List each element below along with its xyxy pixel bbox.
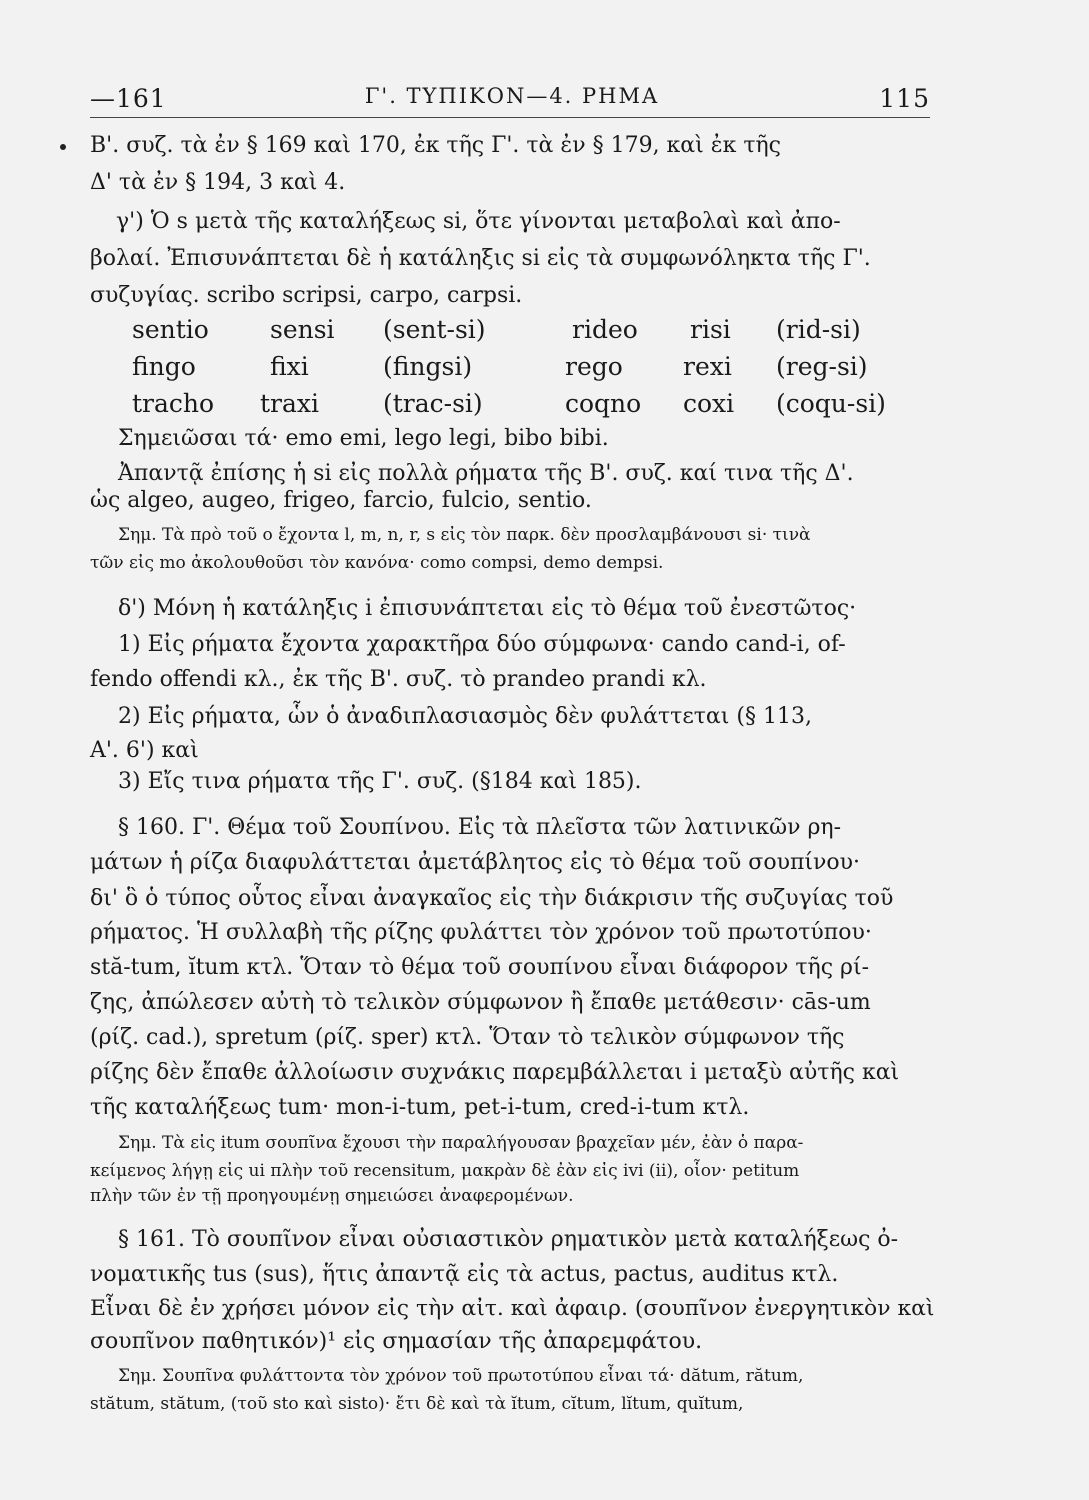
text-line: Β'. συζ. τὰ ἐν § 169 καὶ 170, ἐκ τῆς Γ'. τὰ ἐν § 179, καὶ ἐκ τῆς <box>90 133 782 158</box>
text-line: δι' ὃ ὁ τύπος οὗτος εἶναι ἀναγκαῖος εἰς τὴν διάκρισιν τῆς συζυγίας τοῦ <box>90 886 894 911</box>
text-line: § 161. Τὸ σουπῖνον εἶναι οὐσιαστικὸν ρηματικὸν μετὰ καταλήξεως ὀ- <box>118 1227 899 1252</box>
table-cell: coxi <box>683 389 735 418</box>
note-line: κείμενος λήγῃ εἰς ui πλὴν τοῦ recensitum, μακρὰν δὲ ἐὰν εἰς ivi (ii), οἷον· petitum <box>90 1161 800 1181</box>
table-cell: rideo <box>572 315 638 344</box>
text-line: § 160. Γ'. Θέμα τοῦ Σουπίνου. Εἰς τὰ πλεῖστα τῶν λατινικῶν ρη- <box>118 815 842 840</box>
text-line: συζυγίας. scribo scripsi, carpo, carpsi. <box>90 283 523 308</box>
note-line: stătum, stătum, (τοῦ sto καὶ sisto)· ἔτι δὲ καὶ τὰ ĭtum, cĭtum, lĭtum, quĭtum, <box>90 1394 744 1414</box>
text-line: σουπῖνον παθητικόν)¹ εἰς σημασίαν τῆς ἀπαρεμφάτου. <box>90 1329 703 1354</box>
header-title: Γ'. ΤΥΠΙΚΟΝ—4. ΡΗΜΑ <box>364 84 660 108</box>
table-cell: (trac-si) <box>383 389 483 418</box>
text-line: Α'. 6') καὶ <box>90 738 199 763</box>
text-line: stă-tum, ĭtum κτλ. Ὅταν τὸ θέμα τοῦ σουπίνου εἶναι διάφορον τῆς ρί- <box>90 955 870 980</box>
text-line: Δ' τὰ ἐν § 194, 3 καὶ 4. <box>90 170 346 195</box>
table-cell: rego <box>565 352 623 381</box>
margin-dot <box>60 144 66 150</box>
table-cell: risi <box>690 315 731 344</box>
text-line: 1) Εἰς ρήματα ἔχοντα χαρακτῆρα δύο σύμφωνα· cando cand-i, of- <box>118 632 846 657</box>
text-line: νοματικῆς tus (sus), ἥτις ἀπαντᾷ εἰς τὰ actus, pactus, auditus κτλ. <box>90 1262 839 1287</box>
header-rule <box>90 117 930 118</box>
header-section-number: —161 <box>90 84 167 113</box>
table-cell: (fingsi) <box>383 352 473 381</box>
text-line: γ') Ὁ s μετὰ τῆς καταλήξεως si, ὅτε γίνονται μεταβολαὶ καὶ ἀπο- <box>116 209 841 234</box>
page-number: 115 <box>879 84 930 113</box>
table-cell: sentio <box>132 315 209 344</box>
note-line: τῶν εἰς mo ἀκολουθοῦσι τὸν κανόνα· como compsi, demo dempsi. <box>90 553 664 573</box>
table-cell: tracho <box>132 389 215 418</box>
text-line: ρίζης δὲν ἔπαθε ἀλλοίωσιν συχνάκις παρεμβάλλεται i μεταξὺ αὐτῆς καὶ <box>90 1060 900 1085</box>
text-line: βολαί. Ἐπισυνάπτεται δὲ ἡ κατάληξις si εἰς τὰ συμφωνόληκτα τῆς Γ'. <box>90 246 871 271</box>
note-line: Σημ. Σουπῖνα φυλάττοντα τὸν χρόνον τοῦ πρωτοτύπου εἶναι τά· dătum, rătum, <box>118 1366 804 1386</box>
table-cell: (rid-si) <box>776 315 861 344</box>
text-line: fendo offendi κλ., ἐκ τῆς Β'. συζ. τὸ prandeo prandi κλ. <box>90 667 707 692</box>
table-cell: (coqu-si) <box>776 389 886 418</box>
note-line: Σημ. Τὰ εἰς itum σουπῖνα ἔχουσι τὴν παραλήγουσαν βραχεῖαν μέν, ἐὰν ὁ παρα- <box>118 1133 804 1153</box>
table-cell: coqno <box>565 389 642 418</box>
running-header <box>90 84 930 120</box>
text-line: μάτων ἡ ρίζα διαφυλάττεται ἀμετάβλητος εἰς τὸ θέμα τοῦ σουπίνου· <box>90 850 861 875</box>
table-cell: sensi <box>270 315 335 344</box>
text-line: 2) Εἰς ρήματα, ὧν ὁ ἀναδιπλασιασμὸς δὲν φυλάττεται (§ 113, <box>118 704 812 729</box>
table-cell: (reg-si) <box>776 352 868 381</box>
text-line: (ρίζ. cad.), spretum (ρίζ. sper) κτλ. Ὅταν τὸ τελικὸν σύμφωνον τῆς <box>90 1025 845 1050</box>
table-cell: traxi <box>260 389 319 418</box>
table-cell: fingo <box>132 352 196 381</box>
text-line: δ') Μόνη ἡ κατάληξις i ἐπισυνάπτεται εἰς τὸ θέμα τοῦ ἐνεστῶτος· <box>118 596 857 621</box>
table-cell: fixi <box>270 352 309 381</box>
text-line: ζης, ἀπώλεσεν αὐτὴ τὸ τελικὸν σύμφωνον ἢ ἔπαθε μετάθεσιν· cās-um <box>90 990 871 1015</box>
note-line: Σημ. Τὰ πρὸ τοῦ ο ἔχοντα l, m, n, r, s εἰς τὸν παρκ. δὲν προσλαμβάνουσι si· τινὰ <box>118 525 811 545</box>
text-line: Σημειῶσαι τά· emo emi, lego legi, bibo bibi. <box>118 426 609 451</box>
text-line: τῆς καταλήξεως tum· mon-i-tum, pet-i-tum, cred-i-tum κτλ. <box>90 1095 750 1120</box>
text-line: Εἶναι δὲ ἐν χρήσει μόνον εἰς τὴν αἰτ. καὶ ἀφαιρ. (σουπῖνον ἐνεργητικὸν καὶ <box>90 1296 935 1321</box>
text-line: ρήματος. Ἡ συλλαβὴ τῆς ρίζης φυλάττει τὸν χρόνον τοῦ πρωτοτύπου· <box>90 920 872 945</box>
table-cell: (sent-si) <box>383 315 486 344</box>
text-line: ὡς algeo, augeo, frigeo, farcio, fulcio, sentio. <box>90 488 592 513</box>
note-line: πλὴν τῶν ἐν τῇ προηγουμένῃ σημειώσει ἀναφερομένων. <box>90 1186 574 1206</box>
text-line: 3) Εἴς τινα ρήματα τῆς Γ'. συζ. (§184 καὶ 185). <box>118 769 642 794</box>
text-line: Ἀπαντᾷ ἐπίσης ἡ si εἰς πολλὰ ρήματα τῆς Β'. συζ. καί τινα τῆς Δ'. <box>118 461 854 486</box>
table-cell: rexi <box>683 352 732 381</box>
